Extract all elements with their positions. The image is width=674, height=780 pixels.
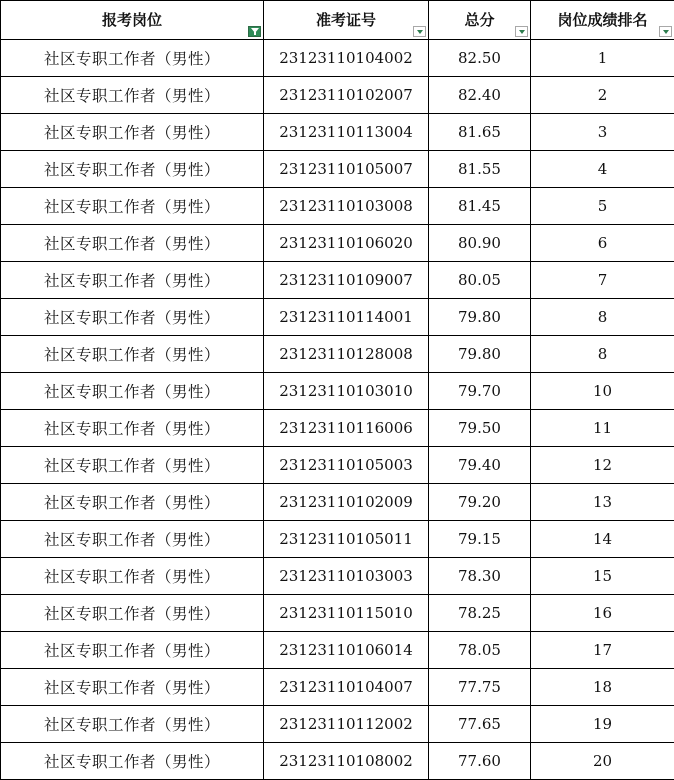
table-row [1,299,674,336]
cell-rank[interactable]: 14 [531,521,674,558]
cell-rank[interactable]: 13 [531,484,674,521]
cell-ticket[interactable]: 23123110114001 [264,299,429,336]
cell-post[interactable]: 社区专职工作者（男性） [1,410,264,447]
table-row [1,262,674,299]
cell-score[interactable]: 78.30 [429,558,531,595]
header-label-post: 报考岗位 [101,10,162,29]
cell-score[interactable]: 79.50 [429,410,531,447]
cell-ticket[interactable]: 23123110102009 [264,484,429,521]
cell-rank[interactable]: 2 [531,77,674,114]
header-cell-rank[interactable] [531,1,674,40]
cell-post[interactable]: 社区专职工作者（男性） [1,151,264,188]
cell-post[interactable]: 社区专职工作者（男性） [1,77,264,114]
cell-ticket[interactable]: 23123110104002 [264,40,429,77]
cell-rank[interactable]: 7 [531,262,674,299]
cell-rank[interactable]: 18 [531,669,674,706]
cell-score[interactable]: 79.70 [429,373,531,410]
cell-post[interactable]: 社区专职工作者（男性） [1,521,264,558]
cell-score[interactable]: 79.15 [429,521,531,558]
header-cell-score[interactable] [429,1,531,40]
cell-rank[interactable]: 16 [531,595,674,632]
cell-score[interactable]: 79.80 [429,299,531,336]
cell-post[interactable]: 社区专职工作者（男性） [1,558,264,595]
table-row [1,669,674,706]
table-row [1,521,674,558]
header-cell-ticket[interactable] [264,1,429,40]
cell-score[interactable]: 79.20 [429,484,531,521]
cell-rank[interactable]: 5 [531,188,674,225]
header-row [1,1,674,40]
cell-post[interactable]: 社区专职工作者（男性） [1,484,264,521]
cell-score[interactable]: 80.05 [429,262,531,299]
cell-rank[interactable]: 6 [531,225,674,262]
table-row [1,114,674,151]
table-row [1,632,674,669]
table-row [1,151,674,188]
cell-post[interactable]: 社区专职工作者（男性） [1,373,264,410]
cell-score[interactable]: 78.05 [429,632,531,669]
table-row [1,484,674,521]
cell-post[interactable]: 社区专职工作者（男性） [1,336,264,373]
cell-post[interactable]: 社区专职工作者（男性） [1,188,264,225]
table-row [1,410,674,447]
header-cell-post[interactable] [1,1,264,40]
table-row [1,447,674,484]
cell-score[interactable]: 82.40 [429,77,531,114]
cell-ticket[interactable]: 23123110115010 [264,595,429,632]
cell-ticket[interactable]: 23123110105007 [264,151,429,188]
cell-post[interactable]: 社区专职工作者（男性） [1,299,264,336]
header-label-rank: 岗位成绩排名 [557,10,648,29]
cell-ticket[interactable]: 23123110105003 [264,447,429,484]
cell-ticket[interactable]: 23123110105011 [264,521,429,558]
cell-post[interactable]: 社区专职工作者（男性） [1,114,264,151]
cell-post[interactable]: 社区专职工作者（男性） [1,40,264,77]
header-label-ticket: 准考证号 [315,10,376,29]
cell-rank[interactable]: 4 [531,151,674,188]
cell-score[interactable]: 82.50 [429,40,531,77]
cell-ticket[interactable]: 23123110104007 [264,669,429,706]
header-label-score: 总分 [464,10,495,29]
cell-rank[interactable]: 12 [531,447,674,484]
table-row [1,77,674,114]
cell-post[interactable]: 社区专职工作者（男性） [1,225,264,262]
table-row [1,373,674,410]
cell-ticket[interactable]: 23123110109007 [264,262,429,299]
cell-ticket[interactable]: 23123110103008 [264,188,429,225]
dropdown-arrow-icon[interactable] [413,26,426,37]
cell-score[interactable]: 80.90 [429,225,531,262]
cell-ticket[interactable]: 23123110116006 [264,410,429,447]
cell-post[interactable]: 社区专职工作者（男性） [1,706,264,743]
table-body [1,40,674,780]
cell-post[interactable]: 社区专职工作者（男性） [1,743,264,780]
cell-ticket[interactable]: 23123110103003 [264,558,429,595]
cell-ticket[interactable]: 23123110106020 [264,225,429,262]
cell-score[interactable]: 81.55 [429,151,531,188]
cell-post[interactable]: 社区专职工作者（男性） [1,632,264,669]
cell-score[interactable]: 81.45 [429,188,531,225]
cell-rank[interactable]: 17 [531,632,674,669]
cell-rank[interactable]: 15 [531,558,674,595]
cell-ticket[interactable]: 23123110103010 [264,373,429,410]
dropdown-arrow-icon[interactable] [515,26,528,37]
cell-score[interactable]: 81.65 [429,114,531,151]
table-row [1,188,674,225]
cell-score[interactable]: 77.65 [429,706,531,743]
cell-post[interactable]: 社区专职工作者（男性） [1,595,264,632]
cell-rank[interactable]: 20 [531,743,674,780]
table-row [1,40,674,77]
table-row [1,225,674,262]
table-row [1,743,674,780]
cell-post[interactable]: 社区专职工作者（男性） [1,447,264,484]
table-row [1,336,674,373]
filter-active-icon[interactable] [248,26,261,37]
cell-score[interactable]: 79.80 [429,336,531,373]
table-row [1,558,674,595]
cell-post[interactable]: 社区专职工作者（男性） [1,262,264,299]
cell-rank[interactable]: 8 [531,299,674,336]
cell-ticket[interactable]: 23123110108002 [264,743,429,780]
cell-ticket[interactable]: 23123110113004 [264,114,429,151]
cell-ticket[interactable]: 23123110112002 [264,706,429,743]
cell-rank[interactable]: 11 [531,410,674,447]
table-row [1,595,674,632]
cell-score[interactable]: 77.75 [429,669,531,706]
cell-score[interactable]: 79.40 [429,447,531,484]
cell-rank[interactable]: 8 [531,336,674,373]
table-row [1,706,674,743]
cell-rank[interactable]: 19 [531,706,674,743]
cell-ticket[interactable]: 23123110128008 [264,336,429,373]
cell-ticket[interactable]: 23123110102007 [264,77,429,114]
dropdown-arrow-icon[interactable] [659,26,672,37]
cell-ticket[interactable]: 23123110106014 [264,632,429,669]
cell-rank[interactable]: 3 [531,114,674,151]
cell-rank[interactable]: 10 [531,373,674,410]
cell-post[interactable]: 社区专职工作者（男性） [1,669,264,706]
cell-score[interactable]: 78.25 [429,595,531,632]
cell-score[interactable]: 77.60 [429,743,531,780]
cell-rank[interactable]: 1 [531,40,674,77]
table-header [1,1,674,40]
